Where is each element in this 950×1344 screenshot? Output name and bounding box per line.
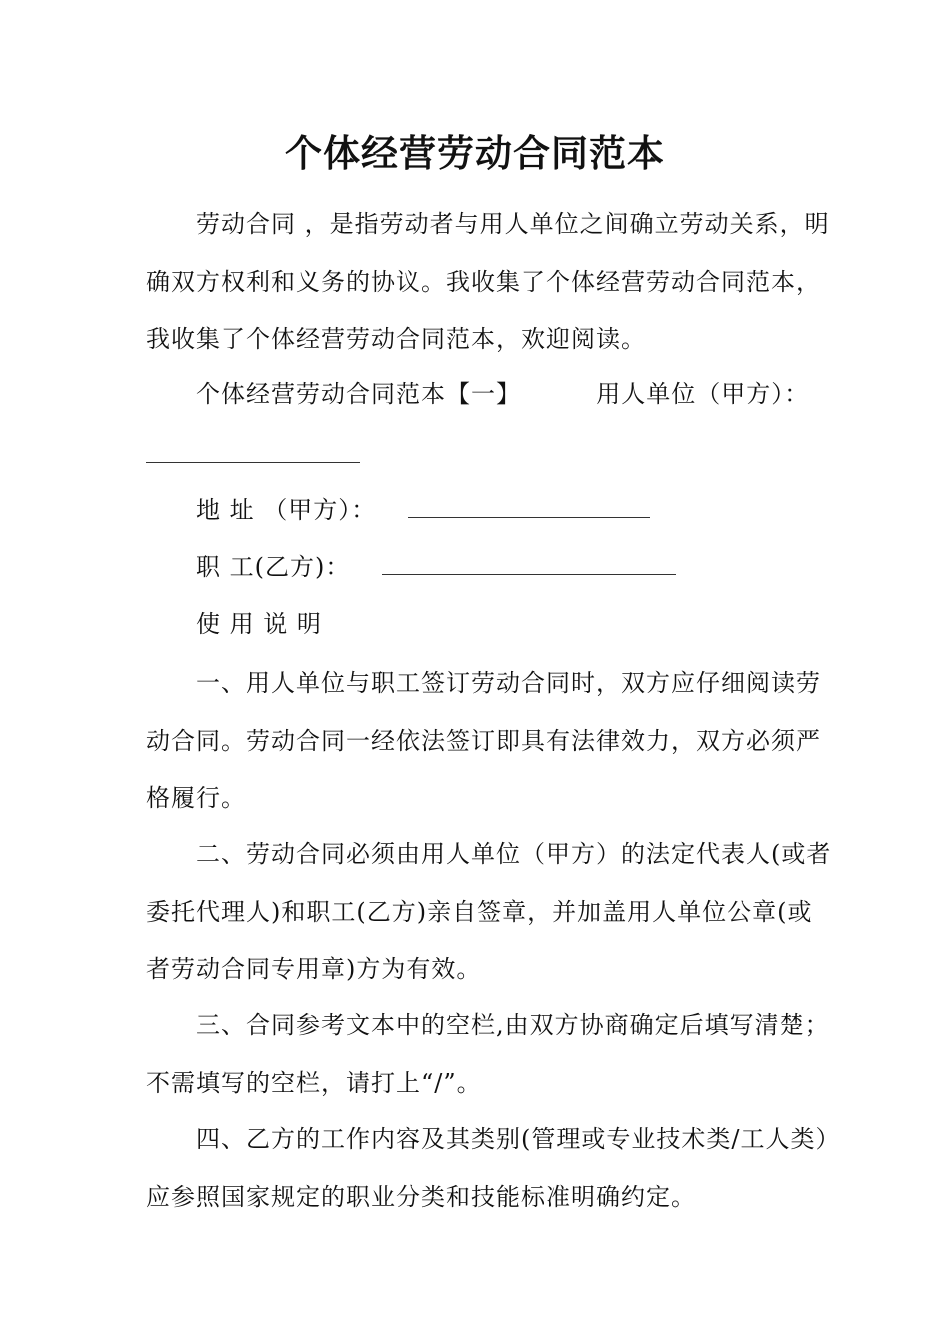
instruction-item: 三、合同参考文本中的空栏,由双方协商确定后填写清楚；不需填写的空栏，请打上“/”。 — [146, 1011, 830, 1097]
employer-label: 用人单位（甲方）： — [596, 380, 810, 408]
instruction-item: 四、乙方的工作内容及其类别(管理或专业技术类/工人类）应参照国家规定的职业分类和技能标准明确约定。 — [146, 1125, 829, 1211]
document-title: 个体经营劳动合同范本 — [285, 131, 665, 175]
address-blank-line[interactable] — [408, 491, 650, 518]
employee-blank-line[interactable] — [382, 548, 676, 575]
instructions-heading: 使 用 说 明 — [196, 610, 322, 638]
intro-paragraph: 劳动合同 ，是指劳动者与用人单位之间确立劳动关系，明确双方权利和义务的协议。我收集了个体经营劳动合同范本，我收集了个体经营劳动合同范本，欢迎阅读。 — [146, 210, 830, 353]
address-row — [196, 490, 650, 530]
employer-blank-line[interactable] — [146, 462, 360, 463]
instruction-item: 一、用人单位与职工签订劳动合同时，双方应仔细阅读劳动合同。劳动合同一经依法签订即具有法律效力，双方必须严格履行。 — [146, 669, 821, 812]
employee-row — [196, 547, 676, 587]
address-label: 地 址 （甲方）： — [196, 496, 377, 524]
contract-header-row — [196, 374, 809, 414]
instruction-item: 二、劳动合同必须由用人单位（甲方）的法定代表人(或者委托代理人)和职工(乙方)亲自签章，并加盖用人单位公章(或者劳动合同专用章)方为有效。 — [146, 840, 832, 983]
section-heading: 个体经营劳动合同范本【一】 — [196, 380, 521, 408]
employee-label: 职 工(乙方)： — [196, 553, 351, 581]
